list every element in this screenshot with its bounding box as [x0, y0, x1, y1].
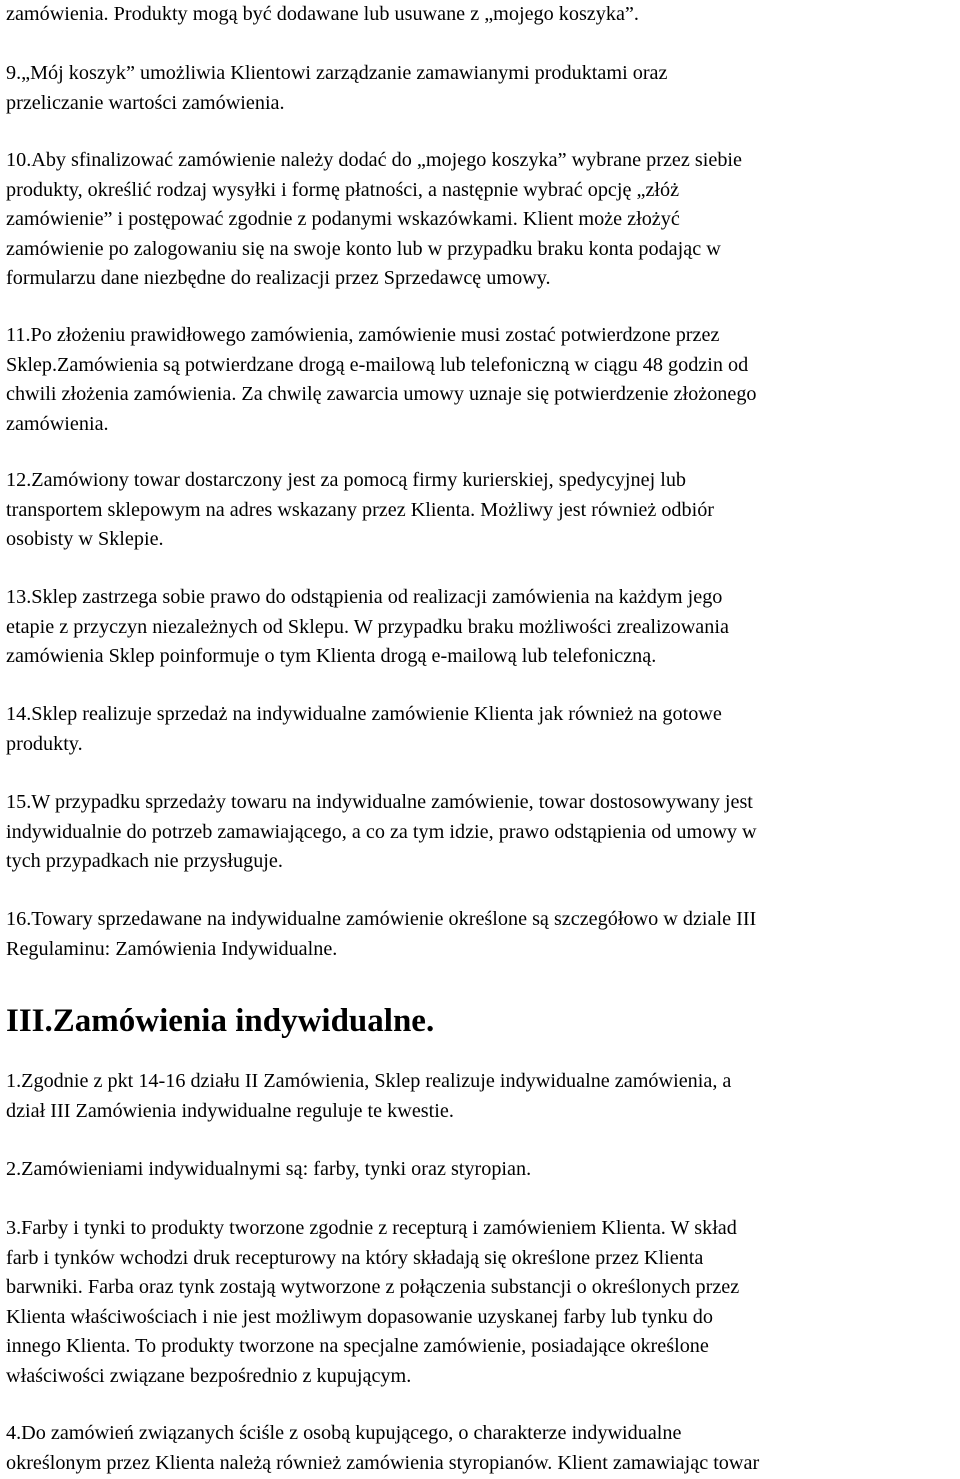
- text-line: przeliczanie wartości zamówienia.: [6, 91, 285, 114]
- text-line: 3.Farby i tynki to produkty tworzone zgodnie z recepturą i zamówieniem Klienta. W skład: [6, 1217, 737, 1239]
- section-paragraph-4: [6, 1419, 954, 1478]
- text-line: 9.„Mój koszyk” umożliwia Klientowi zarządzanie zamawianymi produktami oraz: [6, 62, 668, 84]
- text-line: 4.Do zamówień związanych ściśle z osobą kupującego, o charakterze indywidualne: [6, 1422, 682, 1444]
- paragraph-16: [6, 905, 954, 964]
- text-line: 13.Sklep zastrzega sobie prawo do odstąpienia od realizacji zamówienia na każdym jego: [6, 586, 723, 608]
- text-line: 11.Po złożeniu prawidłowego zamówienia, zamówienie musi zostać potwierdzone przez: [6, 324, 720, 346]
- text-line: 1.Zgodnie z pkt 14-16 działu II Zamówienia, Sklep realizuje indywidualne zamówienia, a: [6, 1070, 732, 1092]
- text-line: formularzu dane niezbędne do realizacji przez Sprzedawcę umowy.: [6, 267, 551, 289]
- text-line: farb i tynków wchodzi druk recepturowy na który składają się określone przez Klienta: [6, 1246, 704, 1269]
- text-line: osobisty w Sklepie.: [6, 528, 164, 550]
- text-line: 15.W przypadku sprzedaży towaru na indywidualne zamówienie, towar dostosowywany jest: [6, 791, 753, 813]
- text-line: 10.Aby sfinalizować zamówienie należy dodać do „mojego koszyka” wybrane przez siebie: [6, 149, 742, 171]
- text-line: zamówienia. Produkty mogą być dodawane lub usuwane z „mojego koszyka”.: [6, 3, 639, 25]
- text-line: dział III Zamówienia indywidualne reguluje te kwestie.: [6, 1099, 454, 1122]
- section-paragraph-1: [6, 1067, 954, 1126]
- text-line: barwniki. Farba oraz tynk zostają wytworzone z połączenia substancji o określonych przez: [6, 1276, 740, 1298]
- text-line: zamówienia.: [6, 412, 109, 435]
- section-paragraph-2: [6, 1155, 954, 1185]
- text-line: 2.Zamówieniami indywidualnymi są: farby, tynki oraz styropian.: [6, 1158, 532, 1180]
- text-line: innego Klienta. To produkty tworzone na specjalne zamówienie, posiadające określone: [6, 1335, 709, 1357]
- text-line: zamówienie” i postępować zgodnie z podanymi wskazówkami. Klient może złożyć: [6, 208, 680, 230]
- text-line: Sklep.Zamówienia są potwierdzane drogą e-mailową lub telefoniczną w ciągu 48 godzin od: [6, 353, 749, 376]
- paragraph-10: [6, 146, 954, 294]
- text-line: właściwości związane bezpośrednio z kupującym.: [6, 1364, 412, 1387]
- text-line: produkty.: [6, 732, 83, 755]
- text-line: produkty, określić rodzaj wysyłki i formę płatności, a następnie wybrać opcję „złóż: [6, 178, 680, 201]
- text-line: 12.Zamówiony towar dostarczony jest za pomocą firmy kurierskiej, spedycyjnej lub: [6, 469, 687, 491]
- paragraph-9: [6, 59, 954, 118]
- paragraph-15: [6, 788, 954, 877]
- paragraph-14: [6, 700, 954, 759]
- text-line: etapie z przyczyn niezależnych od Sklepu. W przypadku braku możliwości zrealizowania: [6, 615, 729, 638]
- text-line: określonym przez Klienta należą również zamówienia styropianów. Klient zamawiając towar: [6, 1451, 760, 1474]
- text-line: zamówienia Sklep poinformuje o tym Klienta drogą e-mailową lub telefoniczną.: [6, 645, 657, 667]
- paragraph-13: [6, 583, 954, 672]
- section-heading: III.Zamówienia indywidualne.: [6, 1003, 435, 1039]
- text-line: transportem sklepowym na adres wskazany przez Klienta. Możliwy jest również odbiór: [6, 498, 715, 521]
- paragraph-11: [6, 321, 954, 439]
- text-line: zamówienie po zalogowaniu się na swoje konto lub w przypadku braku konta podając w: [6, 237, 721, 260]
- paragraph-12: [6, 466, 954, 555]
- text-line: 14.Sklep realizuje sprzedaż na indywidualne zamówienie Klienta jak również na gotowe: [6, 703, 722, 725]
- text-line: 16.Towary sprzedawane na indywidualne zamówienie określone są szczegółowo w dziale III: [6, 908, 757, 930]
- text-line: Regulaminu: Zamówienia Indywidualne.: [6, 937, 338, 960]
- text-line: chwili złożenia zamówienia. Za chwilę zawarcia umowy uznaje się potwierdzenie złożonego: [6, 383, 757, 405]
- text-line: Klienta właściwościach i nie jest możliwym dopasowanie uzyskanej farby lub tynku do: [6, 1305, 713, 1328]
- paragraph-intro-tail: [6, 0, 954, 30]
- section-paragraph-3: [6, 1214, 954, 1391]
- text-line: indywidualnie do potrzeb zamawiającego, a co za tym idzie, prawo odstąpienia od umowy w: [6, 820, 757, 843]
- text-line: tych przypadkach nie przysługuje.: [6, 850, 283, 872]
